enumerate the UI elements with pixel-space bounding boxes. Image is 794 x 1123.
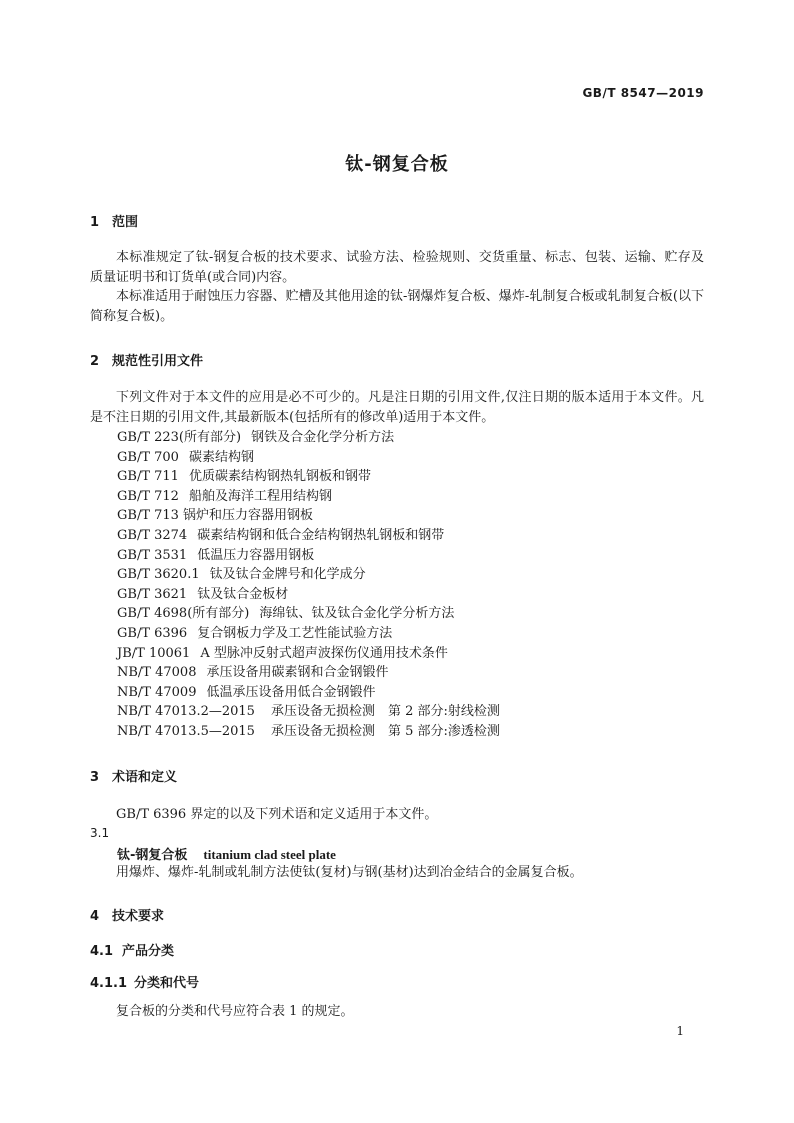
term-heading [117, 844, 336, 863]
section-4-1-1-text: 复合板的分类和代号应符合表 1 的规定。 [116, 1004, 354, 1019]
section-1-paragraph-1: 本标准规定了钛-钢复合板的技术要求、试验方法、检验规则、交货重量、标志、包装、运输、贮存及质量证明书和订货单(或合同)内容。 [90, 250, 704, 285]
section-number: 3 [90, 770, 100, 785]
reference-item: GB/T 712 船舶及海洋工程用结构钢 [117, 488, 332, 504]
section-4-1-1-heading [90, 972, 199, 991]
reference-item: GB/T 223(所有部分) 钢铁及合金化学分析方法 [117, 430, 395, 445]
reference-item: GB/T 3531 低温压力容器用钢板 [117, 547, 315, 563]
section-number: 1 [90, 215, 100, 230]
section-3-heading [90, 766, 177, 785]
section-1-heading [90, 211, 138, 230]
reference-item: GB/T 713 锅炉和压力容器用钢板 [117, 508, 313, 524]
reference-item: NB/T 47013.2—2015 承压设备无损检测 第 2 部分:射线检测 [117, 704, 500, 720]
section-4-1-heading [90, 940, 174, 959]
reference-item: GB/T 6396 复合钢板力学及工艺性能试验方法 [117, 625, 393, 641]
reference-item: GB/T 4698(所有部分) 海绵钛、钛及钛合金化学分析方法 [117, 606, 455, 622]
reference-item: GB/T 3621 钛及钛合金板材 [117, 586, 289, 602]
term-english: titanium clad steel plate [203, 847, 336, 862]
section-title: 范围 [112, 215, 139, 230]
reference-item: JB/T 10061 A 型脉冲反射式超声波探伤仪通用技术条件 [117, 645, 448, 661]
section-number: 4 [90, 909, 100, 924]
section-title: 产品分类 [122, 944, 175, 959]
section-3-intro: GB/T 6396 界定的以及下列术语和定义适用于本文件。 [116, 807, 438, 822]
section-number: 4.1.1 [90, 976, 128, 991]
section-title: 分类和代号 [134, 976, 200, 991]
reference-item: GB/T 3620.1 钛及钛合金牌号和化学成分 [117, 567, 366, 583]
section-2-heading [90, 350, 203, 369]
section-2-intro: 下列文件对于本文件的应用是必不可少的。凡是注日期的引用文件,仅注日期的版本适用于本文件。凡是不注日期的引用文件,其最新版本(包括所有的修改单)适用于本文件。 [90, 390, 704, 425]
reference-item: NB/T 47013.5—2015 承压设备无损检测 第 5 部分:渗透检测 [117, 723, 500, 739]
section-title: 技术要求 [112, 909, 165, 924]
term-number: 3.1 [90, 826, 110, 840]
standard-code: GB/T 8547—2019 [582, 86, 704, 100]
reference-item: GB/T 700 碳素结构钢 [117, 449, 254, 465]
reference-item: NB/T 47008 承压设备用碳素钢和合金钢锻件 [117, 665, 389, 681]
term-chinese: 钛-钢复合板 [117, 848, 188, 863]
section-number: 4.1 [90, 944, 114, 959]
section-4-heading [90, 905, 164, 924]
term-definition: 用爆炸、爆炸-轧制或轧制方法使钛(复材)与钢(基材)达到冶金结合的金属复合板。 [116, 865, 583, 880]
reference-item: GB/T 711 优质碳素结构钢热轧钢板和钢带 [117, 469, 371, 485]
reference-item: GB/T 3274 碳素结构钢和低合金结构钢热轧钢板和钢带 [117, 527, 445, 543]
document-title: 钛-钢复合板 [345, 154, 449, 175]
page-number: 1 [676, 1024, 684, 1038]
reference-item: NB/T 47009 低温承压设备用低合金钢锻件 [117, 684, 376, 700]
section-title: 规范性引用文件 [112, 354, 204, 369]
normative-references-list [117, 428, 500, 742]
section-1-paragraph-2: 本标准适用于耐蚀压力容器、贮槽及其他用途的钛-钢爆炸复合板、爆炸-轧制复合板或轧制复合板(以下简称复合板)。 [90, 289, 704, 324]
section-number: 2 [90, 354, 100, 369]
section-title: 术语和定义 [112, 770, 178, 785]
